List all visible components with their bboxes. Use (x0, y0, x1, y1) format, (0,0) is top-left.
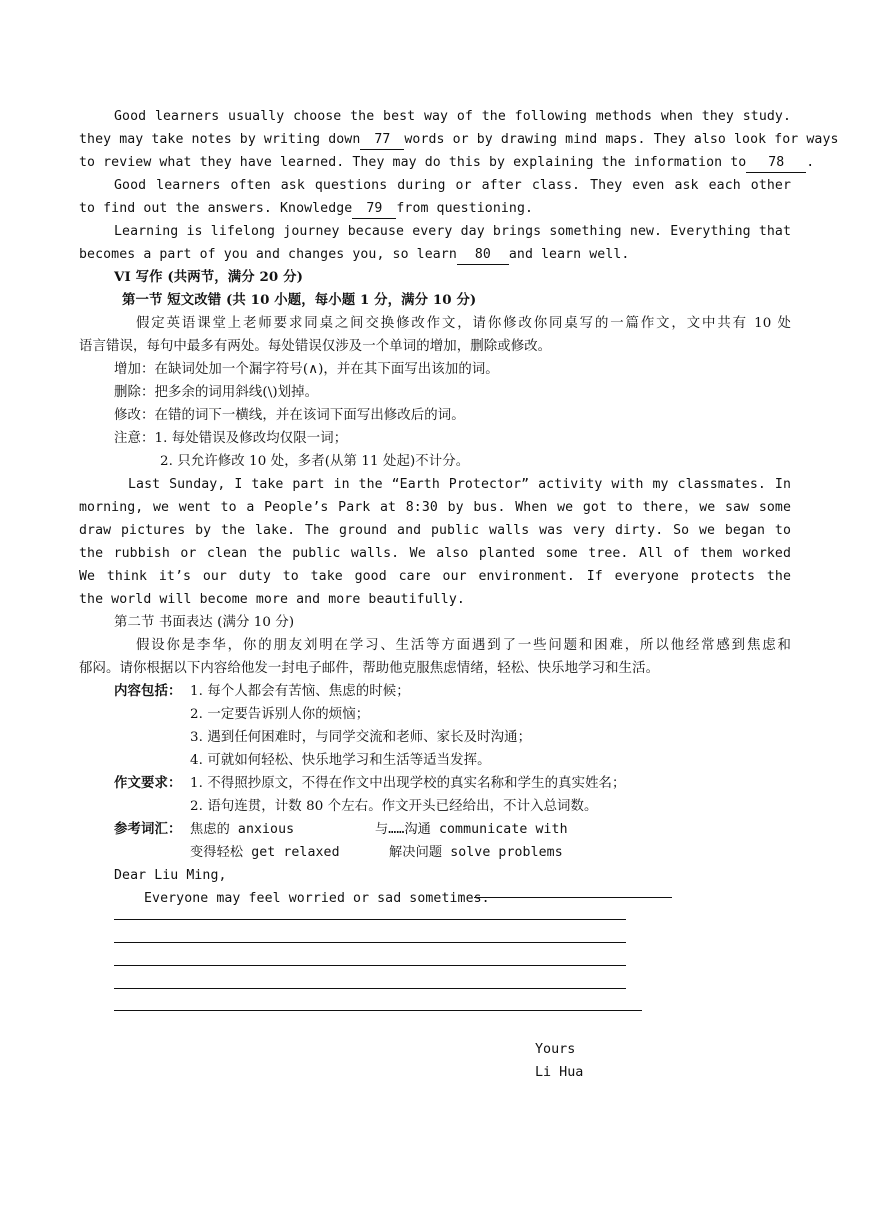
passage-line1: Last Sunday, I take part in the “Earth Protector” activity with my classmates. In (128, 477, 791, 492)
passage-line6: the world will become more and more beautifully. (79, 592, 465, 607)
cloze-p1-line2 (79, 128, 839, 151)
cloze-p1-line3 (79, 151, 815, 174)
letter-closing: Yours (535, 1042, 576, 1057)
modify-rule: 修改：在错的词下一横线，并在该词下面写出修改后的词。 (114, 408, 465, 423)
cloze-text: words or by drawing mind maps. They also look for ways (404, 132, 839, 147)
writing-line[interactable] (114, 988, 626, 989)
content-item-3: 3. 遇到任何困难时，与同学交流和老师、家长及时沟通； (190, 730, 532, 745)
part1-title: 第一节 短文改错 (共 10 小题，每小题 1 分，满分 10 分) (122, 292, 477, 308)
requirement-2: 2. 语句连贯，计数 80 个左右。作文开头已经给出，不计入总词数。 (190, 799, 598, 814)
passage-line4: the rubbish or clean the public walls. We also planted some tree. All of them worked (79, 546, 791, 561)
vocab-label: 参考词汇： (114, 821, 182, 837)
letter-opening: Everyone may feel worried or sad sometimes. (144, 891, 490, 906)
vocab-communicate: 与……沟通 communicate with (375, 822, 568, 837)
passage-line2: morning, we went to a People’s Park at 8:30 by bus. When we got to there，we saw some (79, 500, 791, 515)
content-label: 内容包括： (114, 683, 182, 699)
writing-line[interactable] (114, 942, 626, 943)
requirement-1: 1. 不得照抄原文，不得在作文中出现学校的真实名称和学生的真实姓名； (190, 776, 626, 791)
part2-title: 第二节 书面表达 (满分 10 分) (114, 615, 295, 630)
cloze-p3-line1: Learning is lifelong journey because every day brings something new. Everything that (114, 224, 791, 239)
letter-greeting: Dear Liu Ming, (114, 868, 227, 883)
note-2: 2. 只允许修改 10 处，多者(从第 11 处起)不计分。 (160, 454, 470, 469)
part1-intro-line1: 假定英语课堂上老师要求同桌之间交换修改作文，请你修改你同桌写的一篇作文，文中共有 10 处 (136, 316, 791, 331)
blank-77: 77 (360, 131, 404, 150)
passage-line5: We think it’s our duty to take good care our environment. If everyone protects the (79, 569, 791, 584)
passage-line3: draw pictures by the lake. The ground and public walls was very dirty. So we began to (79, 523, 791, 538)
add-rule: 增加：在缺词处加一个漏字符号(∧)，并在其下面写出该加的词。 (114, 362, 499, 377)
vocab-relaxed: 变得轻松 get relaxed (190, 845, 340, 860)
part2-intro-line1: 假设你是李华，你的朋友刘明在学习、生活等方面遇到了一些问题和困难，所以他经常感到焦虑和 (136, 638, 791, 653)
cloze-p2-line2 (79, 197, 791, 220)
cloze-text: and learn well. (508, 247, 630, 262)
writing-line[interactable] (474, 897, 672, 898)
section-title: VI 写作 (共两节，满分 20 分) (114, 269, 304, 285)
letter-signature: Li Hua (535, 1065, 584, 1080)
blank-79: 79 (352, 200, 396, 219)
cloze-text: to find out the answers. Knowledge (79, 201, 353, 216)
writing-line[interactable] (114, 1010, 642, 1011)
content-item-2: 2. 一定要告诉别人你的烦恼； (190, 707, 370, 722)
writing-line[interactable] (114, 965, 626, 966)
cloze-text: becomes a part of you and changes you, so learn (79, 247, 457, 262)
requirements-label: 作文要求： (114, 775, 182, 791)
delete-rule: 删除：把多余的词用斜线(\)划掉。 (114, 385, 319, 400)
cloze-p3-line2 (79, 243, 791, 266)
blank-80: 80 (457, 246, 509, 265)
cloze-text: they may take notes by writing down (79, 132, 361, 147)
note-1: 注意：1. 每处错误及修改均仅限一词； (114, 431, 348, 446)
vocab-solve: 解决问题 solve problems (389, 845, 563, 860)
writing-line[interactable] (114, 919, 626, 920)
content-item-1: 1. 每个人都会有苦恼、焦虑的时候； (190, 684, 410, 699)
cloze-p2-line1: Good learners often ask questions during or after class. They even ask each other (114, 178, 791, 193)
part2-intro-line2: 郁闷。请你根据以下内容给他发一封电子邮件，帮助他克服焦虑情绪，轻松、快乐地学习和生活。 (79, 661, 660, 676)
cloze-text: to review what they have learned. They may do this by explaining the information to (79, 155, 747, 170)
cloze-text: . (806, 155, 815, 170)
blank-78: 78 (746, 154, 806, 173)
cloze-text: from questioning. (396, 201, 534, 216)
part1-intro-line2: 语言错误，每句中最多有两处。每处错误仅涉及一个单词的增加，删除或修改。 (79, 339, 552, 354)
cloze-p1-line1: Good learners usually choose the best way of the following methods when they study. (114, 109, 791, 124)
content-item-4: 4. 可就如何轻松、快乐地学习和生活等适当发挥。 (190, 753, 491, 768)
vocab-anxious: 焦虑的 anxious (190, 822, 295, 837)
